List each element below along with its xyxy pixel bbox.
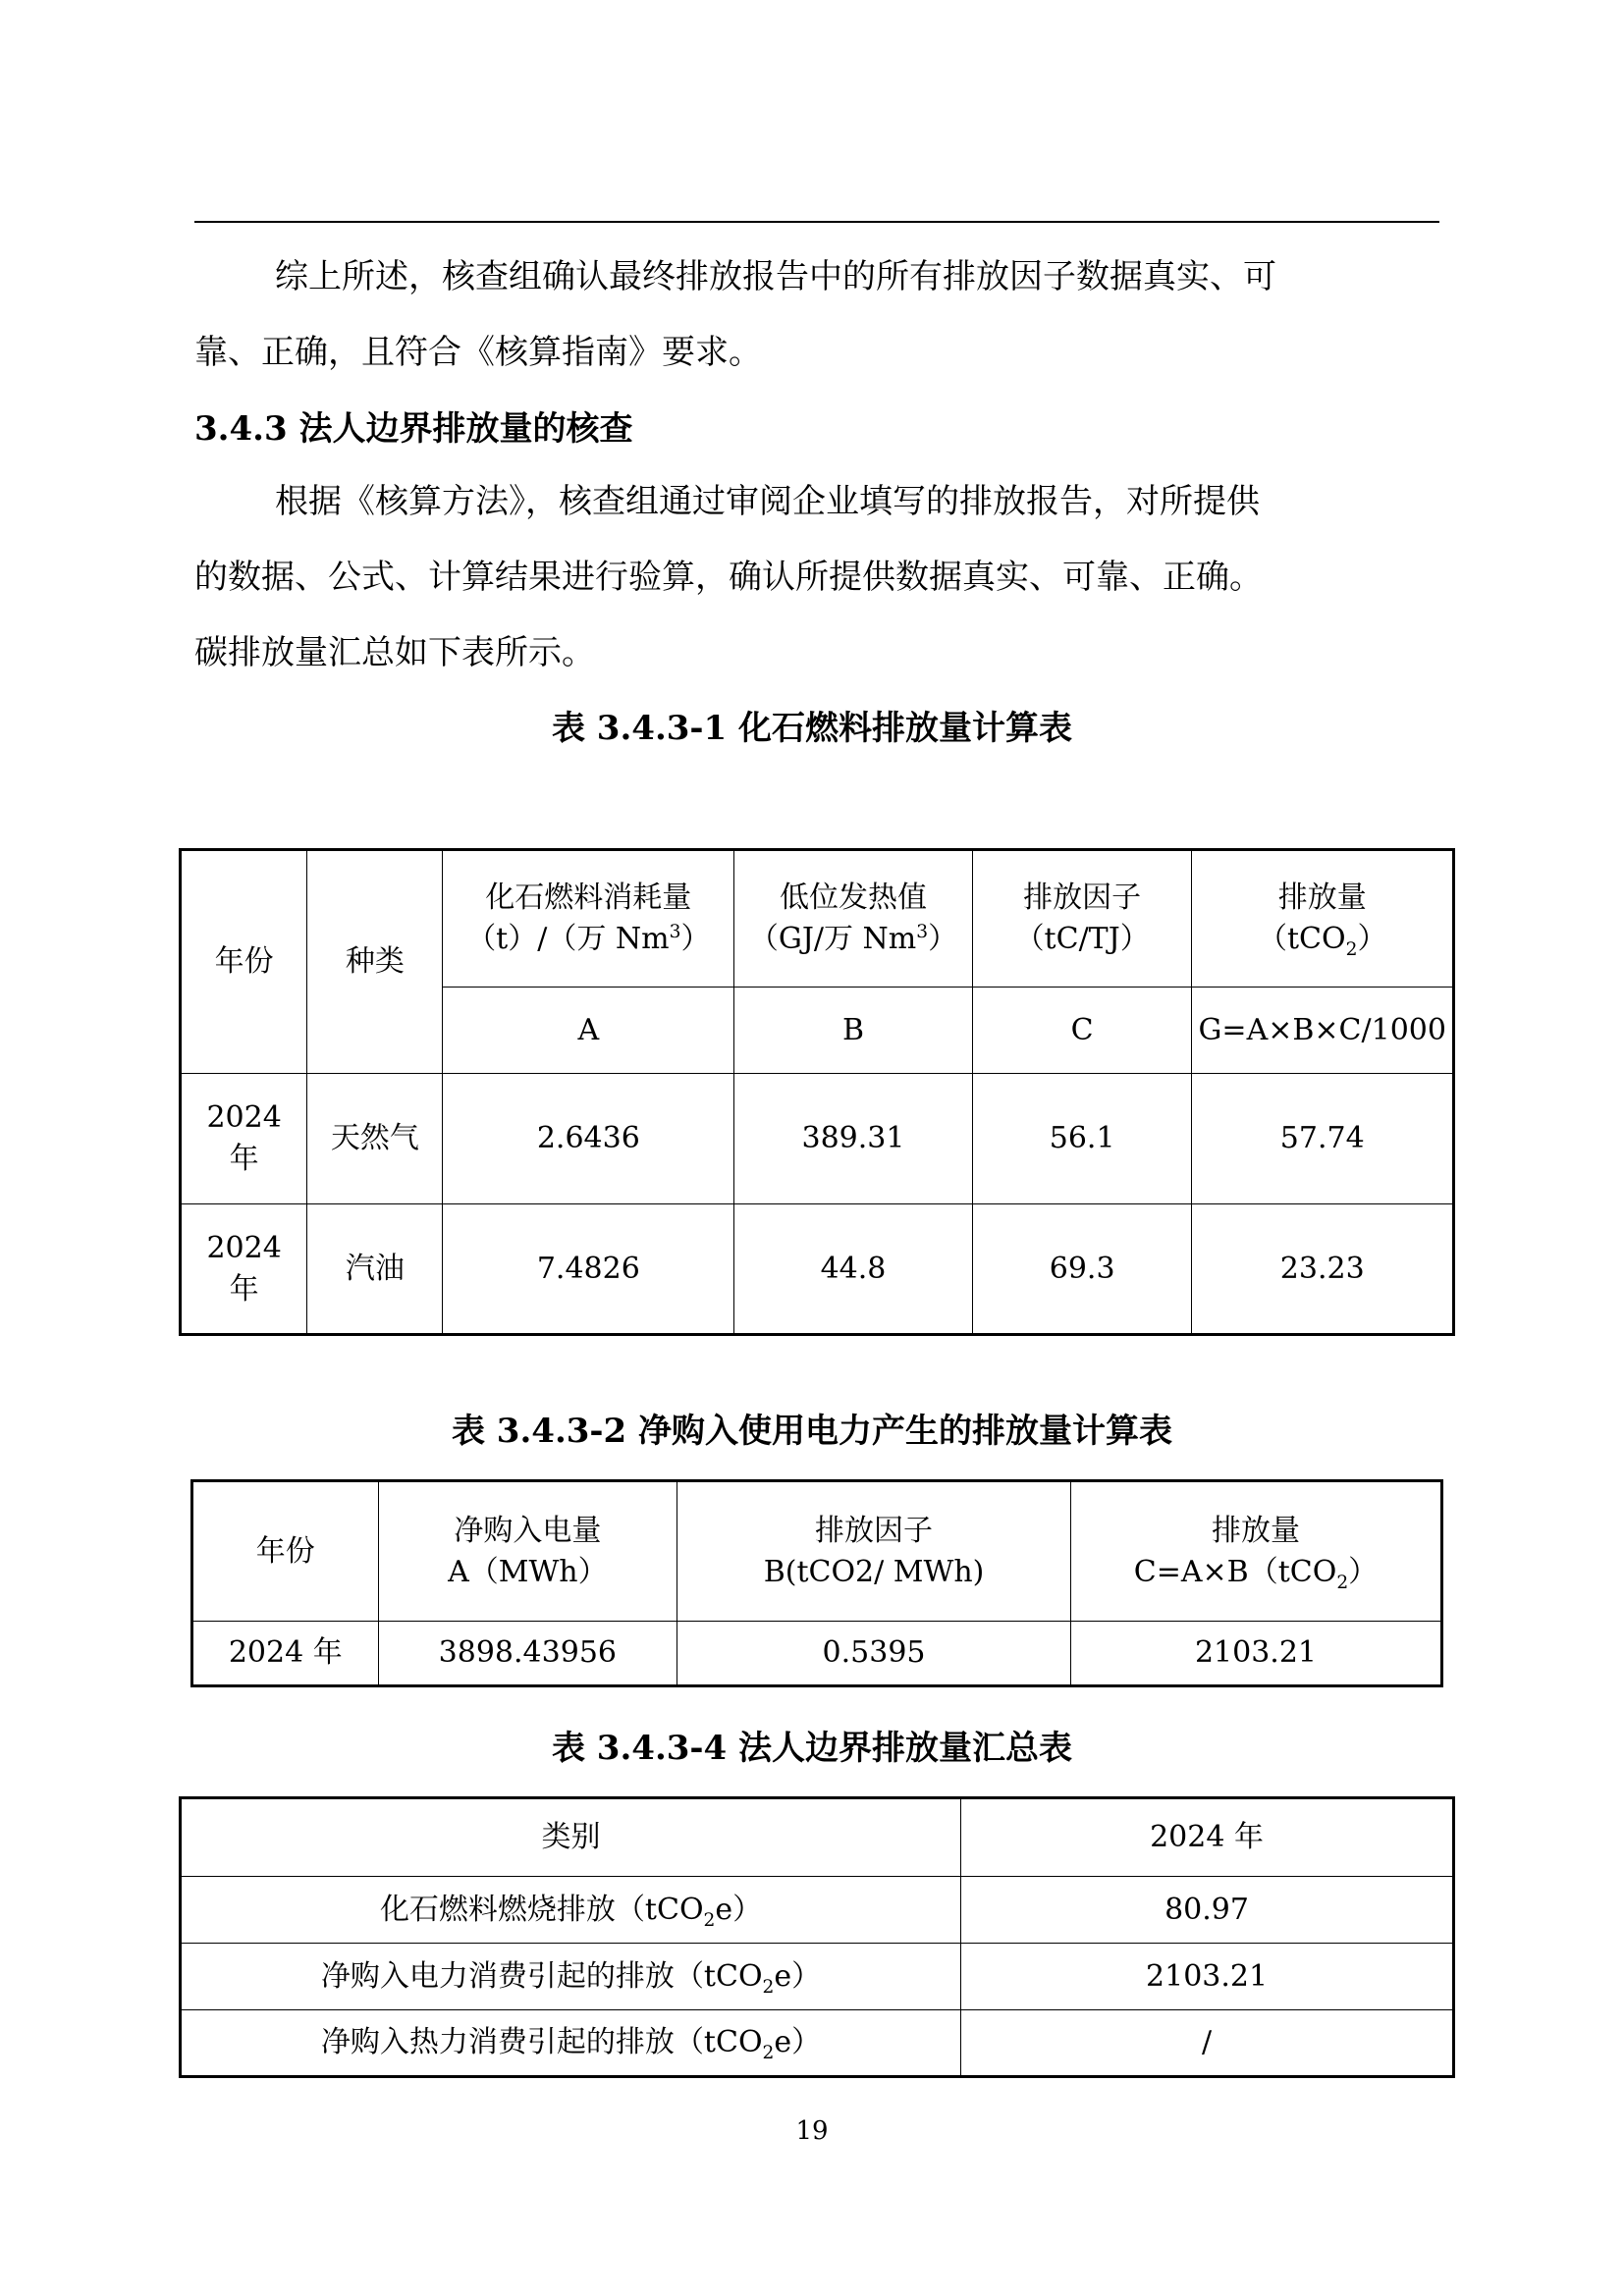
- subscript: 2: [762, 2043, 775, 2063]
- header-text: 排放量: [1211, 1513, 1300, 1548]
- formula-cell: A: [443, 988, 734, 1074]
- table-row: [181, 1204, 1454, 1335]
- header-text: 化石燃料消耗量: [485, 881, 692, 915]
- unit-text: e）: [715, 1892, 763, 1927]
- fossil-fuel-emission-table: [179, 848, 1455, 1336]
- subscript: 2: [762, 1976, 775, 1998]
- formula-cell: B: [734, 988, 973, 1074]
- value-cell: 2.6436: [443, 1074, 734, 1204]
- header-text: 排放因子: [815, 1513, 934, 1548]
- header-consumption: [443, 850, 734, 988]
- year-cell: 2024 年: [192, 1622, 379, 1686]
- superscript: 3: [916, 922, 929, 942]
- header-text: ）: [1348, 1554, 1379, 1589]
- paragraph-text: 的数据、公式、计算结果进行验算，确认所提供数据真实、可靠、正确。: [194, 558, 1263, 597]
- header-text: 排放因子: [1023, 881, 1142, 915]
- year-suffix: 年: [229, 1271, 259, 1307]
- category-cell: [181, 1944, 961, 2010]
- header-year: 年份: [192, 1481, 379, 1622]
- header-type: 种类: [307, 850, 443, 1074]
- header-rule: [194, 221, 1439, 223]
- category-cell: [181, 1877, 961, 1944]
- header-text: （tCO: [1258, 922, 1346, 956]
- table-row: [181, 1877, 1454, 1944]
- table-row: [181, 1074, 1454, 1204]
- type-cell: 汽油: [307, 1204, 443, 1335]
- paragraph-line: [194, 240, 1439, 315]
- subscript: 2: [1336, 1572, 1349, 1593]
- category-cell: [181, 2010, 961, 2077]
- unit-text: （tCO: [615, 1892, 704, 1927]
- page-number: 19: [795, 2116, 829, 2146]
- header-text: ）: [928, 922, 958, 956]
- table-caption: 表 3.4.3-2 净购入使用电力产生的排放量计算表: [451, 1412, 1173, 1451]
- table-header-row: [192, 1481, 1442, 1622]
- subscript: 2: [703, 1909, 716, 1931]
- header-text: ）: [680, 922, 711, 956]
- header-text: B(tCO2/ MWh): [763, 1554, 985, 1589]
- paragraph-line: [194, 464, 1439, 540]
- unit-text: e）: [774, 2025, 822, 2059]
- year-suffix: 年: [229, 1142, 259, 1176]
- header-category: 类别: [181, 1798, 961, 1877]
- header-emission: [1070, 1481, 1441, 1622]
- superscript: 3: [669, 922, 681, 942]
- header-emission: [1192, 850, 1454, 988]
- value-cell: 57.74: [1192, 1074, 1454, 1204]
- paragraph-text: 综上所述，核查组确认最终排放报告中的所有排放因子数据真实、可: [275, 257, 1276, 296]
- table-header-row: [181, 1798, 1454, 1877]
- table-header-row: [181, 850, 1454, 988]
- category-label: 净购入热力消费引起的排放: [320, 2025, 675, 2059]
- table-caption: 表 3.4.3-1 化石燃料排放量计算表: [551, 709, 1073, 748]
- paragraph-text: 靠、正确，且符合《核算指南》要求。: [194, 333, 762, 372]
- header-text: C=A×B（tCO: [1133, 1554, 1337, 1589]
- header-text: ）: [1357, 922, 1387, 956]
- electricity-emission-table: [190, 1479, 1443, 1687]
- unit-text: （tCO: [674, 2025, 763, 2059]
- unit-text: （tCO: [674, 1958, 763, 1994]
- unit-text: e）: [774, 1958, 822, 1994]
- value-cell: 23.23: [1192, 1204, 1454, 1335]
- header-power: [378, 1481, 677, 1622]
- formula-cell: C: [972, 988, 1192, 1074]
- value-cell: 0.5395: [677, 1622, 1071, 1686]
- category-label: 净购入电力消费引起的排放: [320, 1958, 675, 1994]
- value-cell: 80.97: [961, 1877, 1454, 1944]
- value-cell: /: [961, 2010, 1454, 2077]
- year-cell: [181, 1074, 307, 1204]
- header-text: 净购入电量: [454, 1513, 602, 1548]
- table-row: [181, 2010, 1454, 2077]
- year-number: 2024: [206, 1230, 282, 1265]
- value-cell: 2103.21: [961, 1944, 1454, 2010]
- header-year: 2024 年: [961, 1798, 1454, 1877]
- category-label: 化石燃料燃烧排放: [379, 1892, 616, 1927]
- table-caption: 表 3.4.3-4 法人边界排放量汇总表: [551, 1729, 1073, 1768]
- value-cell: 7.4826: [443, 1204, 734, 1335]
- year-cell: [181, 1204, 307, 1335]
- header-text: 排放量: [1277, 881, 1367, 915]
- header-emission-factor: [972, 850, 1192, 988]
- table-row: [181, 1944, 1454, 2010]
- header-text: （tC/TJ）: [1014, 922, 1150, 956]
- paragraph-text: 碳排放量汇总如下表所示。: [194, 633, 595, 672]
- paragraph-text: 根据《核算方法》，核查组通过审阅企业填写的排放报告，对所提供: [275, 482, 1260, 521]
- header-ncv: [734, 850, 973, 988]
- value-cell: 69.3: [972, 1204, 1192, 1335]
- value-cell: 3898.43956: [378, 1622, 677, 1686]
- subscript: 2: [1345, 939, 1358, 960]
- value-cell: 389.31: [734, 1074, 973, 1204]
- header-text: 低位发热值: [779, 881, 927, 915]
- section-heading: 3.4.3 法人边界排放量的核查: [194, 409, 633, 449]
- header-year: 年份: [181, 850, 307, 1074]
- formula-cell: G=A×B×C/1000: [1192, 988, 1454, 1074]
- header-emission-factor: [677, 1481, 1071, 1622]
- header-text: A（MWh）: [448, 1554, 608, 1589]
- year-number: 2024: [206, 1100, 282, 1135]
- table-row: [192, 1622, 1442, 1686]
- value-cell: 44.8: [734, 1204, 973, 1335]
- header-text: （t）/（万 Nm: [466, 922, 670, 956]
- value-cell: 2103.21: [1070, 1622, 1441, 1686]
- header-text: （GJ/万 Nm: [748, 922, 917, 956]
- value-cell: 56.1: [972, 1074, 1192, 1204]
- emission-summary-table: [179, 1796, 1455, 2078]
- type-cell: 天然气: [307, 1074, 443, 1204]
